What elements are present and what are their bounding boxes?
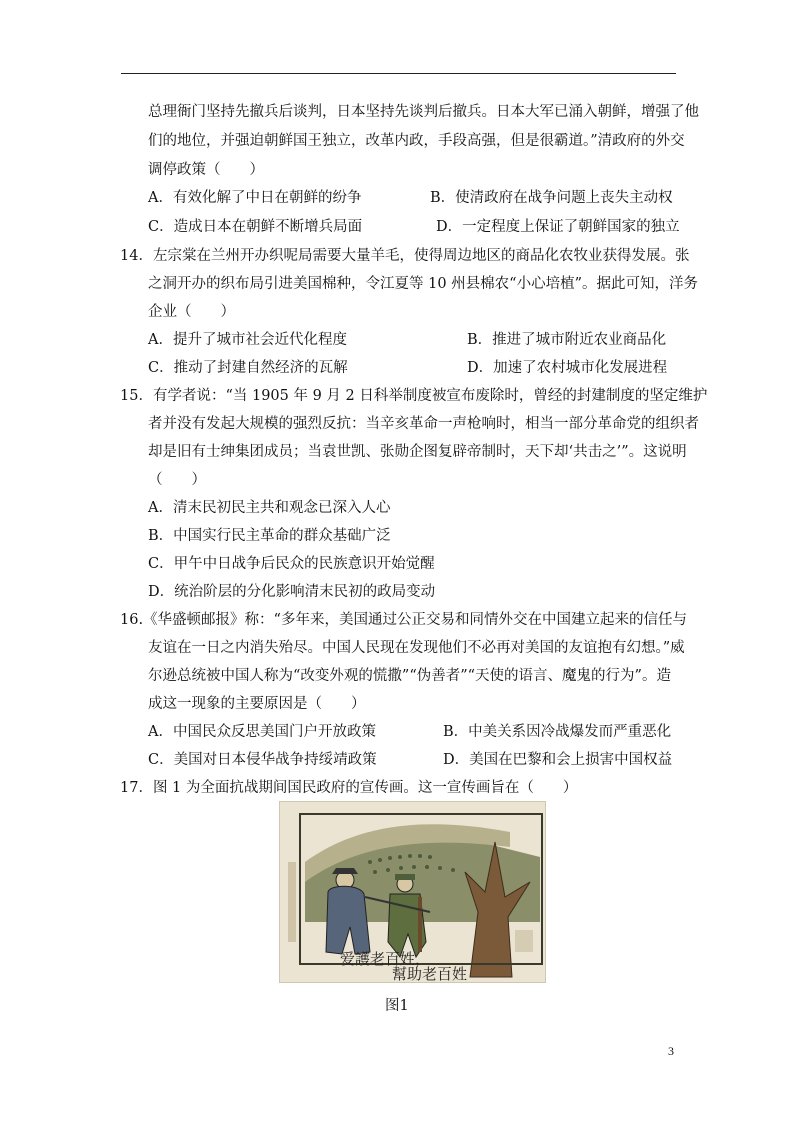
q15-option-d: D．统治阶层的分化影响清末民初的政局变动 — [148, 584, 436, 600]
q16-line-2: 友谊在一日之内消失殆尽。中国人民现在发现他们不必再对美国的友谊抱有幻想。”威 — [148, 640, 685, 656]
q13-option-c: C．造成日本在朝鲜不断增兵局面 — [148, 219, 363, 235]
q13-line-2: 们的地位，并强迫朝鲜国王独立，改革内政，手段高强，但是很霸道。”清政府的外交 — [148, 133, 685, 149]
q16-option-b: B．中美关系因冷战爆发而严重恶化 — [443, 724, 672, 740]
q14-line-3: 企业（ ） — [148, 304, 235, 320]
q16-option-a: A．中国民众反思美国门户开放政策 — [148, 724, 376, 740]
poster-slogan-line-1: 爱護老百姓， — [340, 950, 431, 968]
q13-option-a: A．有效化解了中日在朝鲜的纷争 — [148, 190, 362, 206]
poster-illustration — [280, 802, 545, 982]
page-number: 3 — [668, 1044, 674, 1058]
q14-option-b: B．推进了城市附近农业商品化 — [467, 332, 667, 348]
q13-option-d: D．一定程度上保证了朝鲜国家的独立 — [436, 219, 680, 235]
q15-option-c: C．甲午中日战争后民众的民族意识开始觉醒 — [148, 556, 435, 572]
header-rule — [121, 73, 676, 74]
q16-line-3: 尔逊总统被中国人称为“改变外观的慌撒”“伪善者”“天使的语言、魔鬼的行为”。造 — [148, 668, 671, 684]
q14-option-d: D．加速了农村城市化发展进程 — [467, 360, 668, 376]
q16-option-d: D．美国在巴黎和会上损害中国权益 — [443, 752, 673, 768]
q17-line-1: 17．图 1 为全面抗战期间国民政府的宣传画。这一宣传画旨在（ ） — [120, 780, 578, 796]
q13-line-1: 总理衙门坚持先撤兵后谈判，日本坚持先谈判后撤兵。日本大军已涌入朝鲜，增强了他 — [148, 104, 699, 120]
figure-caption: 图1 — [385, 998, 409, 1014]
q16-line-4: 成这一现象的主要原因是（ ） — [148, 696, 366, 712]
q15-line-2: 者并没有发起大规模的强烈反抗：当辛亥革命一声枪响时，相当一部分革命党的组织者 — [148, 416, 699, 432]
q13-line-3: 调停政策（ ） — [148, 162, 264, 178]
propaganda-poster-image — [279, 801, 546, 983]
q16-line-1: 16.《华盛顿邮报》称：“多年来，美国通过公正交易和同情外交在中国建立起来的信任与 — [120, 612, 687, 628]
q15-line-4: （ ） — [148, 472, 206, 488]
q16-option-c: C．美国对日本侵华战争持绥靖政策 — [148, 752, 377, 768]
q14-line-2: 之洞开办的织布局引进美国棉种，令江夏等 10 州县棉农“小心培植”。据此可知，洋务 — [148, 276, 698, 292]
q14-line-1: 14．左宗棠在兰州开办织呢局需要大量羊毛，使得周边地区的商品化农牧业获得发展。张 — [120, 248, 690, 264]
q15-line-1: 15．有学者说：“当 1905 年 9 月 2 日科举制度被宣布废除时，曾经的封建制度的坚定维护 — [120, 388, 708, 404]
q13-option-b: B．使清政府在战争问题上丧失主动权 — [430, 190, 673, 206]
q14-option-a: A．提升了城市社会近代化程度 — [148, 332, 347, 348]
q15-line-3: 却是旧有士绅集团成员；当袁世凯、张勋企图复辟帝制时，天下却‘共击之’”。这说明 — [148, 444, 687, 460]
q15-option-a: A．清末民初民主共和观念已深入人心 — [148, 500, 391, 516]
q14-option-c: C．推动了封建自然经济的瓦解 — [148, 360, 348, 376]
q15-option-b: B．中国实行民主革命的群众基础广泛 — [148, 528, 391, 544]
poster-slogan-line-2: 幫助老百姓 — [392, 965, 468, 982]
